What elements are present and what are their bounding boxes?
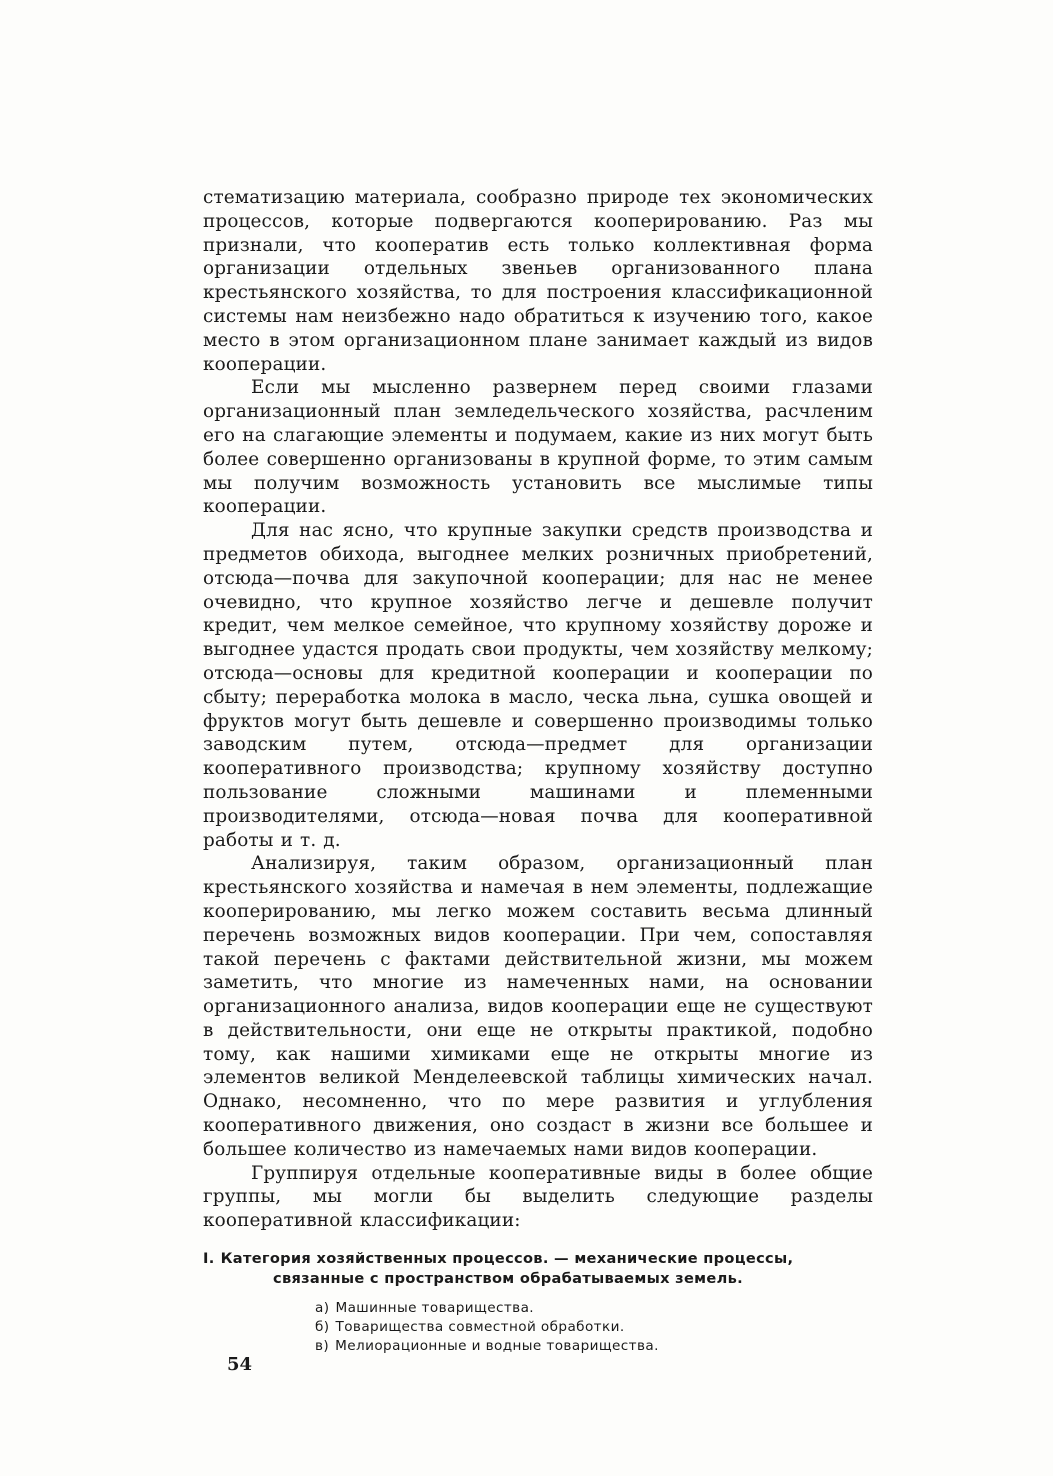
list-item <box>315 1337 873 1356</box>
page-number: 54 <box>227 1354 253 1375</box>
category-subitems <box>203 1299 873 1356</box>
list-item <box>315 1318 873 1337</box>
list-item-text: Товарищества совместной обработки. <box>335 1319 625 1336</box>
paragraph-2: Если мы мысленно развернем перед своими глазами организационный план земледельческого хозяйства, расчленим его на слагающие элементы и подумаем, какие из них могут быть более совершенно организованы в крупной форме, то этим самым мы получим возможность установить все мыслимые типы кооперации. <box>203 377 873 518</box>
paragraph-4: Анализируя, таким образом, организационный план крестьянского хозяйства и намечая в нем элементы, подлежащие кооперированию, мы легко можем составить весьма длинный перечень возможных видов кооперации. При чем, сопоставляя такой перечень с фактами действительной жизни, мы можем заметить, что многие из намеченных нами, на основании организационного анализа, видов кооперации еще не существуют в действительности, они еще не открыты практикой, подобно тому, как нашими химиками еще не открыты многие из элементов великой Менделеевской таблицы химических начал. Однако, несомненно, что по мере развития и углубления кооперативного движения, оно создаст в жизни все большее и большее количество из намечаемых нами видов кооперации. <box>203 853 873 1160</box>
paragraph-1: стематизацию материала, сообразно природе тех экономических процессов, которые подвергаются кооперированию. Раз мы признали, что кооператив есть только коллективная форма организации отдельных звеньев организованного плана крестьянского хозяйства, то для построения классификационной системы нам неизбежно надо обратиться к изучению того, какое место в этом организационном плане занимает каждый из видов кооперации. <box>203 187 873 375</box>
category-numeral: I. <box>203 1250 215 1268</box>
list-item <box>315 1299 873 1318</box>
category-heading <box>203 1249 873 1289</box>
category-line-2: связанные с пространством обрабатываемых земель. <box>273 1270 743 1288</box>
list-item-text: Машинные товарищества. <box>335 1300 535 1317</box>
list-item-letter: в) <box>315 1338 330 1355</box>
paragraph-3: Для нас ясно, что крупные закупки средств производства и предметов обихода, выгоднее мелких розничных приобретений, отсюда—почва для закупочной кооперации; для нас не менее очевидно, что крупное хозяйство легче и дешевле получит кредит, чем мелкое семейное, что крупному хозяйству дороже и выгоднее удастся продать свои продукты, чем хозяйству мелкому; отсюда—основы для кредитной кооперации и кооперации по сбыту; переработка молока в масло, ческа льна, сушка овощей и фруктов могут быть дешевле и совершенно производимы только заводским путем, отсюда—предмет для организации кооперативного производства; крупному хозяйству доступно пользование сложными машинами и племенными производителями, отсюда—новая почва для кооперативной работы и т. д. <box>203 520 873 851</box>
paragraph-5: Группируя отдельные кооперативные виды в более общие группы, мы могли бы выделить следующие разделы кооперативной классификации: <box>203 1162 873 1232</box>
body-text <box>203 186 873 1356</box>
category-line-1: Категория хозяйственных процессов. — механические процессы, <box>220 1250 794 1268</box>
list-item-text: Мелиорационные и водные товарищества. <box>335 1338 659 1355</box>
list-item-letter: а) <box>315 1300 330 1317</box>
list-item-letter: б) <box>315 1319 330 1336</box>
